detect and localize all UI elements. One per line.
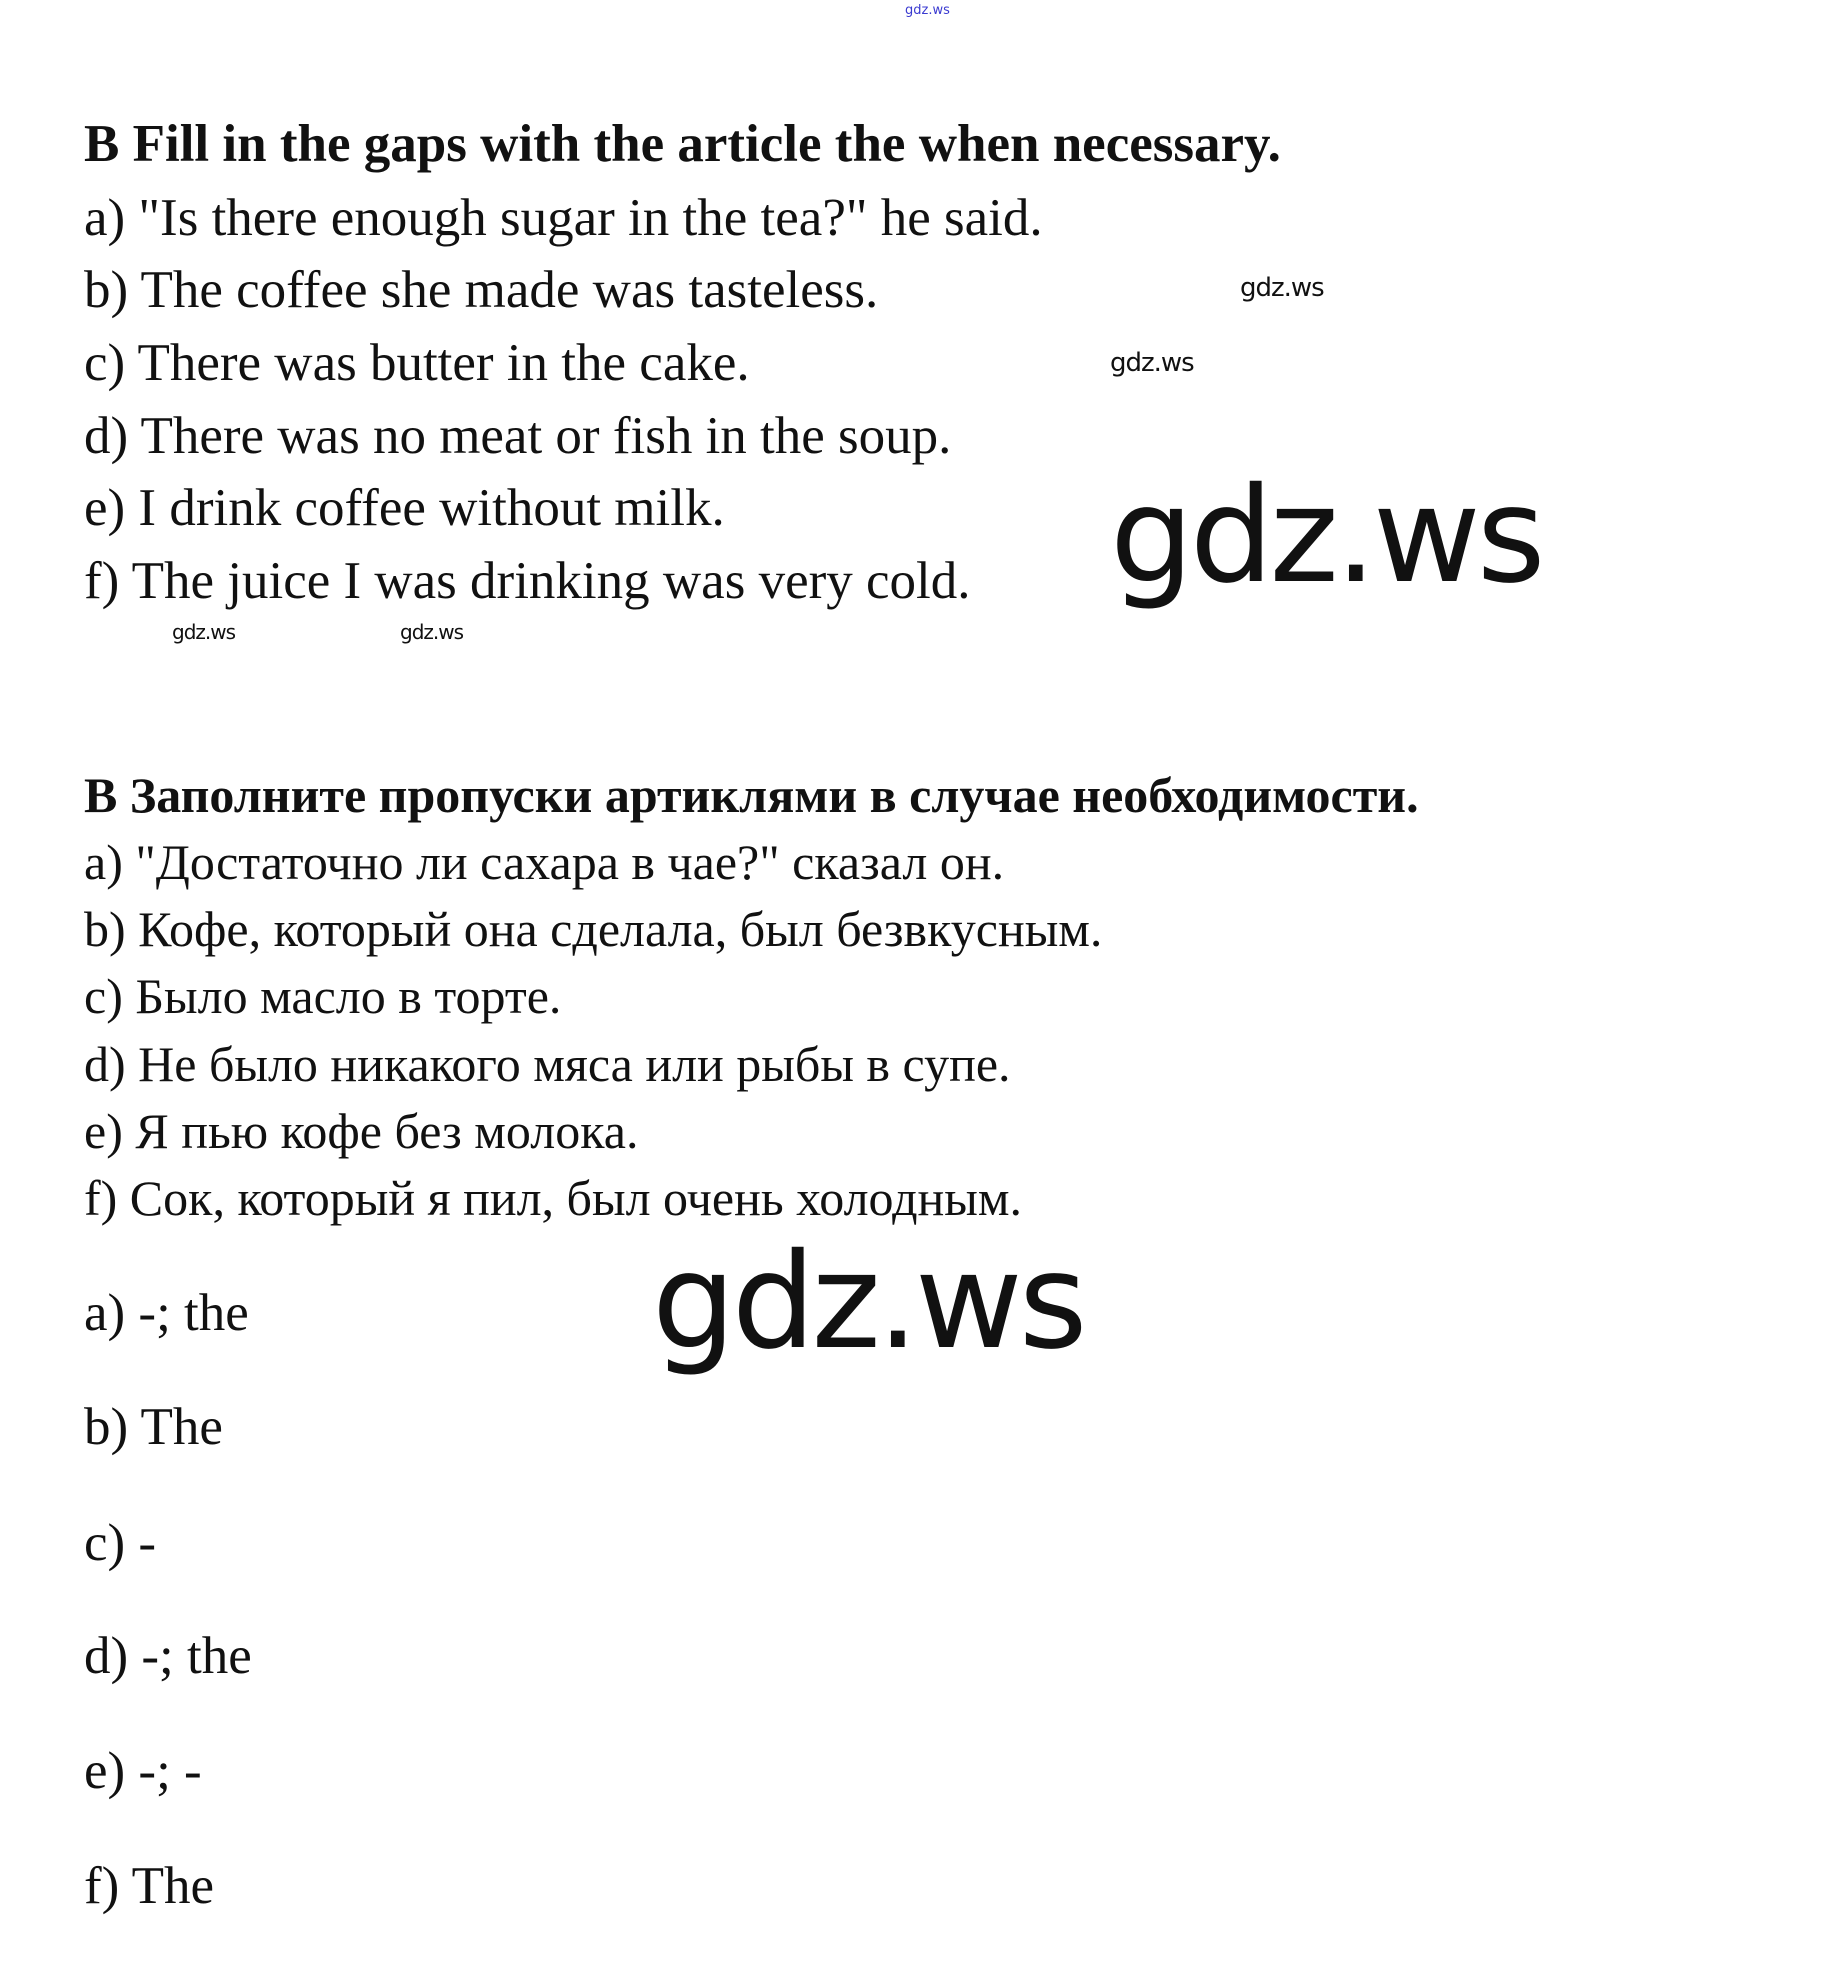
- english-item-b: b) The coffee she made was tasteless.: [84, 261, 879, 319]
- english-item-a: a) "Is there enough sugar in the tea?" he said.: [84, 189, 1043, 247]
- answer-d: d) -; the: [84, 1627, 252, 1685]
- answer-f: f) The: [84, 1857, 214, 1915]
- russian-item-a: a) "Достаточно ли сахара в чае?" сказал он.: [84, 834, 1005, 890]
- russian-item-b: b) Кофе, который она сделала, был безвкусным.: [84, 901, 1103, 957]
- english-item-e: e) I drink coffee without milk.: [84, 479, 725, 537]
- russian-item-e: e) Я пью кофе без молока.: [84, 1103, 639, 1159]
- watermark-small: gdz.ws: [1110, 348, 1194, 378]
- watermark-top: gdz.ws: [905, 3, 950, 18]
- watermark-small: gdz.ws: [400, 620, 464, 644]
- russian-item-c: c) Было масло в торте.: [84, 968, 562, 1024]
- answer-a: a) -; the: [84, 1284, 249, 1342]
- english-item-f: f) The juice I was drinking was very cold.: [84, 552, 971, 610]
- answer-c: c) -: [84, 1514, 157, 1572]
- watermark-small: gdz.ws: [172, 620, 236, 644]
- answer-e: e) -; -: [84, 1742, 202, 1800]
- russian-item-d: d) Не было никакого мяса или рыбы в супе.: [84, 1036, 1011, 1092]
- russian-item-f: f) Сок, который я пил, был очень холодным.: [84, 1170, 1023, 1226]
- english-item-c: c) There was butter in the cake.: [84, 334, 750, 392]
- watermark-large: gdz.ws: [652, 1225, 1084, 1379]
- english-heading: B Fill in the gaps with the article the when necessary.: [84, 115, 1281, 173]
- watermark-large: gdz.ws: [1110, 459, 1542, 613]
- english-item-d: d) There was no meat or fish in the soup.: [84, 407, 952, 465]
- russian-heading: В Заполните пропуски артиклями в случае необходимости.: [84, 767, 1419, 823]
- watermark-small: gdz.ws: [1240, 273, 1324, 303]
- answer-b: b) The: [84, 1398, 223, 1456]
